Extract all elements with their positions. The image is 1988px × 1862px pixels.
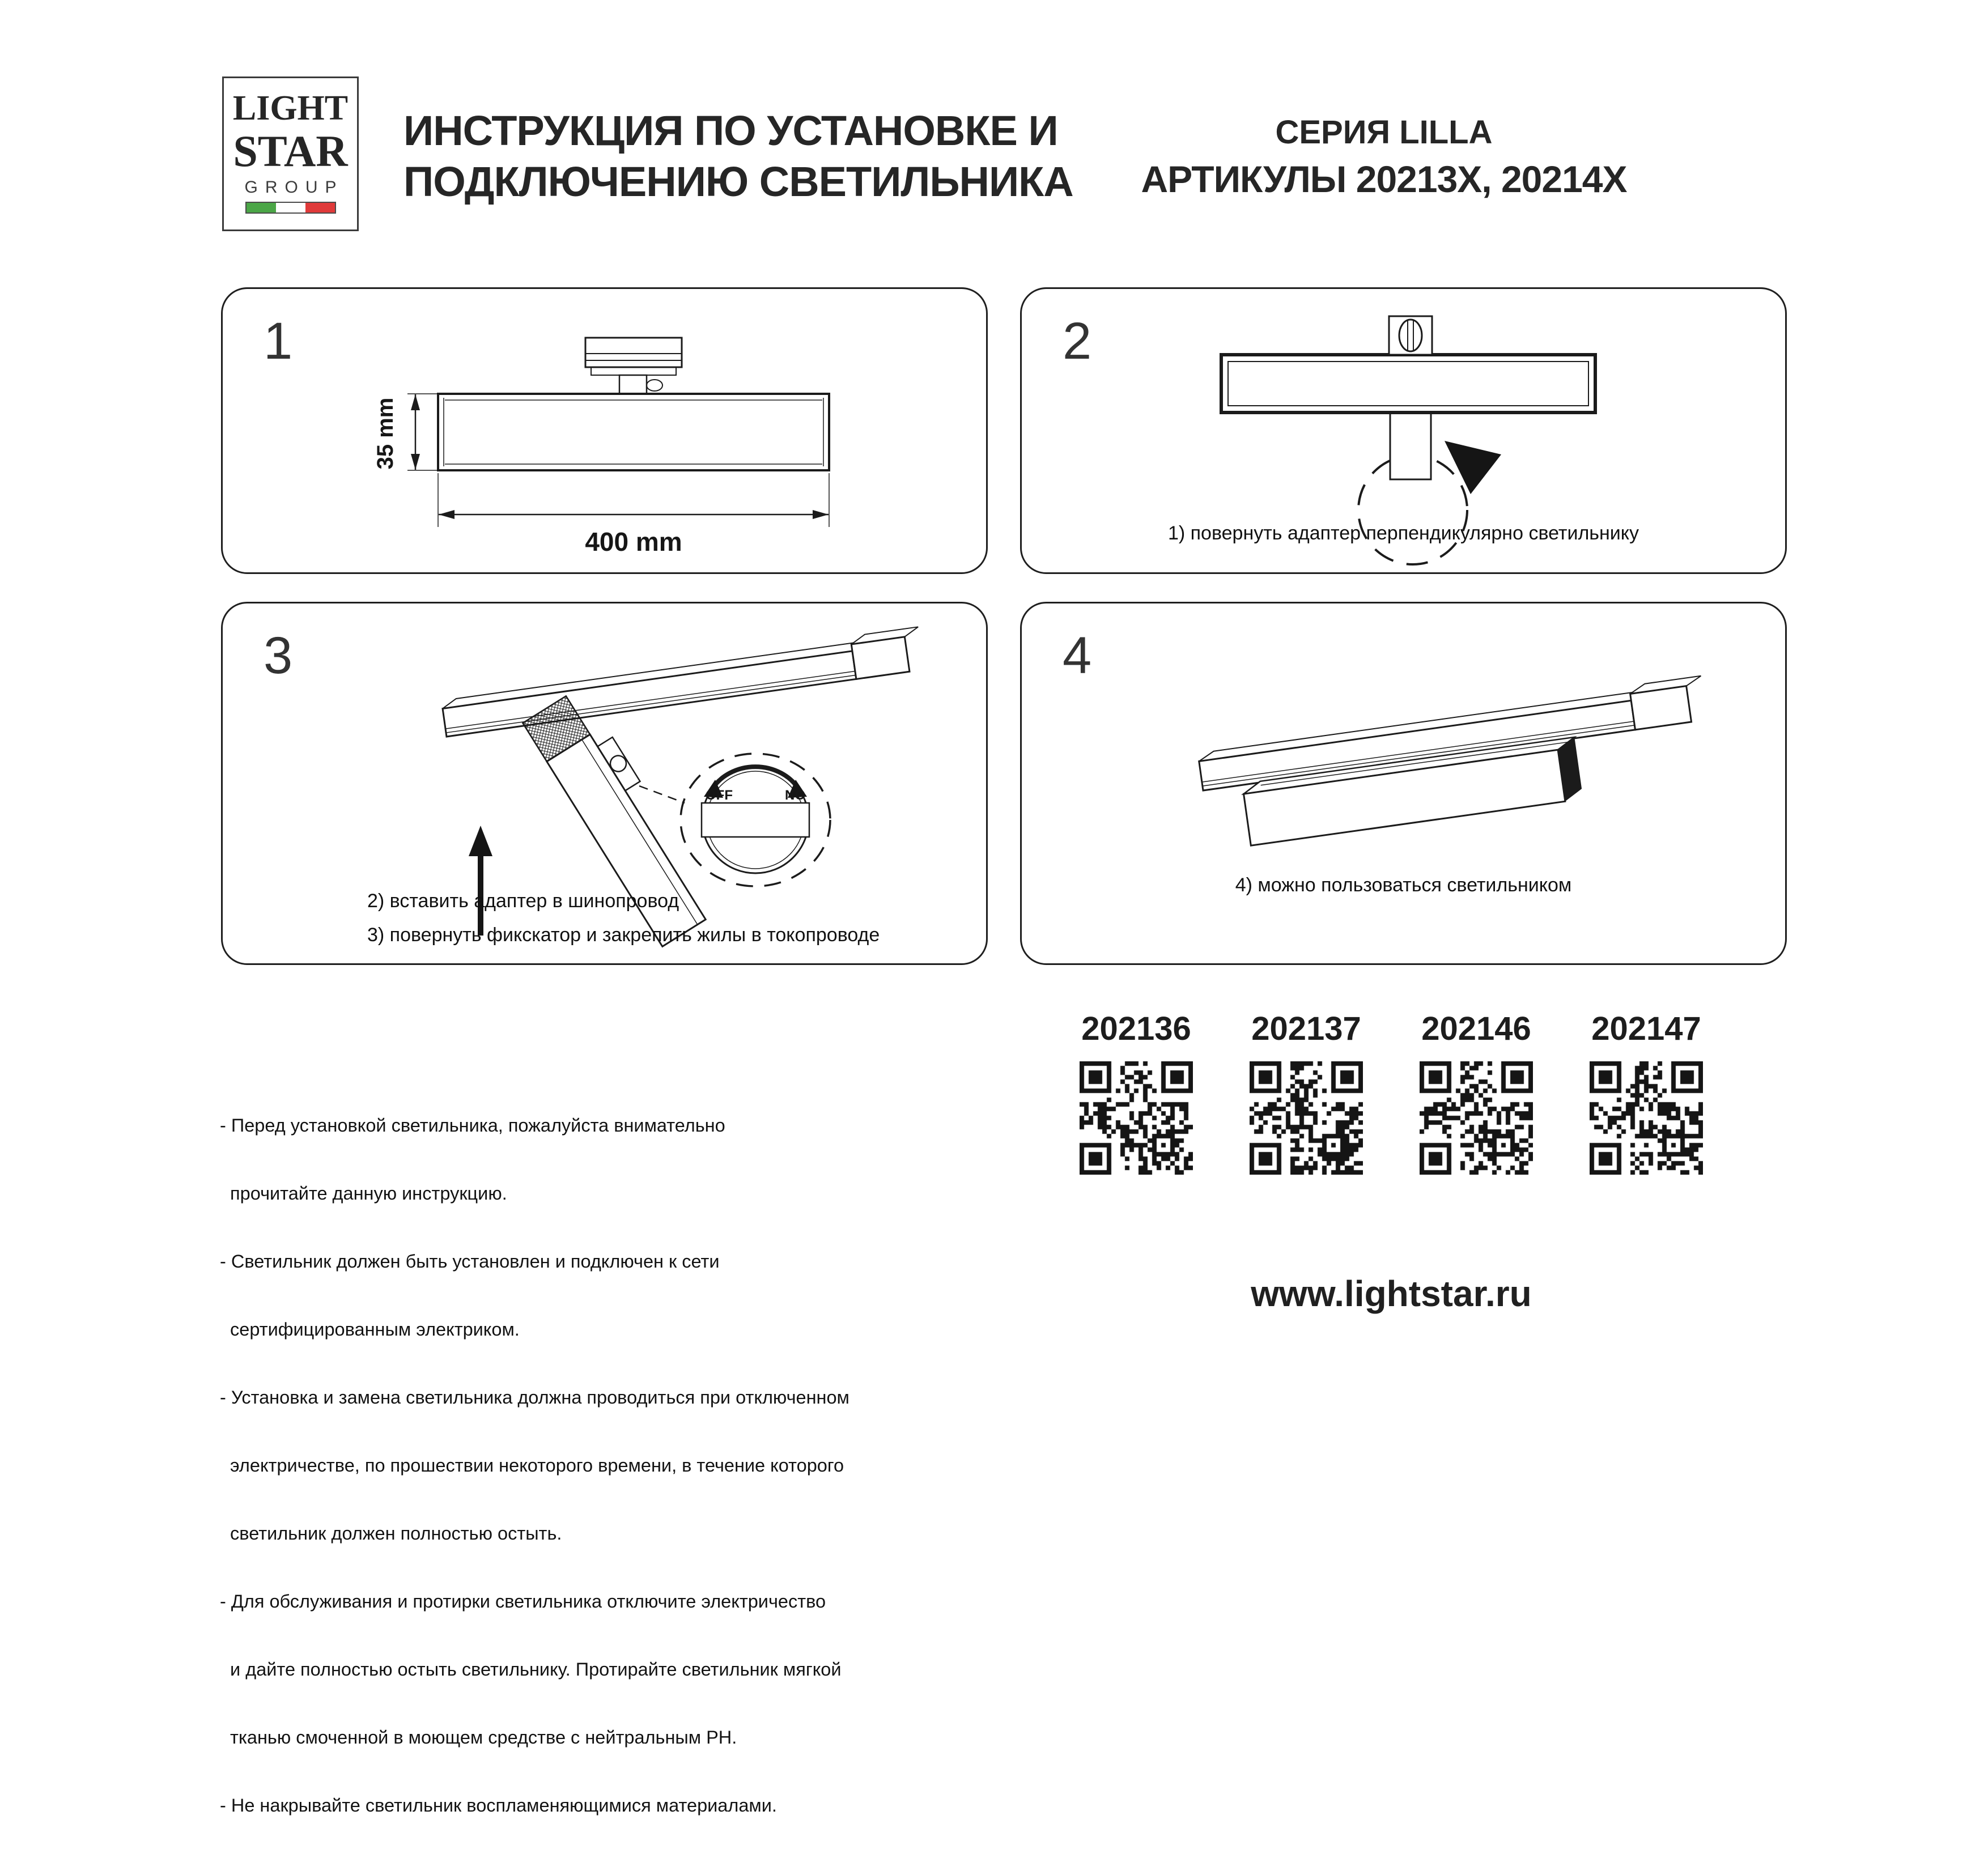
qr-code-202137 — [1250, 1061, 1363, 1175]
warning-line: - Установка и замена светильника должна проводиться при отключенном — [220, 1387, 849, 1408]
rotation-arrow — [1445, 441, 1501, 494]
width-dimension-label: 400 mm — [585, 527, 682, 556]
height-dimension — [407, 394, 437, 470]
fixture-body-drawing — [438, 394, 829, 470]
warning-line: светильник должен полностью остыть. — [220, 1523, 562, 1544]
step3-caption-line1: 2) вставить адаптер в шинопровод — [367, 890, 679, 912]
step-panel-2 — [1020, 287, 1787, 574]
step2-caption: 1) повернуть адаптер перпендикулярно светильнику — [1167, 522, 1639, 544]
logo-text-group: GROUP — [244, 178, 344, 197]
fixator-detail-circle — [681, 754, 830, 886]
height-dimension-label: 35 mm — [373, 397, 398, 470]
articles-list: АРТИКУЛЫ 20213X, 20214X — [1141, 158, 1627, 200]
flag-white-segment — [276, 203, 305, 212]
article-number: 202147 — [1591, 1010, 1701, 1047]
fixator-on-label: NO — [785, 788, 805, 803]
page-title-line1: ИНСТРУКЦИЯ ПО УСТАНОВКЕ И — [403, 107, 1058, 154]
mounted-fixture-drawing — [1022, 603, 1785, 963]
qr-item — [1575, 1010, 1717, 1177]
qr-item — [1235, 1010, 1377, 1177]
assembled-fixture-group — [1197, 676, 1715, 851]
qr-code-202147 — [1590, 1061, 1703, 1175]
warning-line: электричестве, по прошествии некоторого времени, в течение которого — [220, 1455, 844, 1476]
logo-text-light: LIGHT — [232, 89, 349, 127]
series-name: СЕРИЯ LILLA — [1275, 114, 1493, 151]
website-url: www.lightstar.ru — [1251, 1273, 1532, 1314]
safety-warnings-list — [220, 1069, 849, 1862]
warning-line: и дайте полностью остыть светильнику. Протирайте светильник мягкой — [220, 1659, 842, 1680]
warning-line: - Светильник должен быть установлен и подключен к сети — [220, 1251, 720, 1272]
step3-caption-line2: 3) повернуть фикскатор и закрепить жилы в токопроводе — [367, 924, 880, 946]
page-title-line2: ПОДКЛЮЧЕНИЮ СВЕТИЛЬНИКА — [403, 158, 1073, 205]
track-drawing — [440, 627, 924, 737]
step-panel-3 — [221, 602, 988, 965]
article-qr-codes — [1065, 1010, 1717, 1177]
step-number-4: 4 — [1063, 627, 1092, 685]
fixture-dimensions-drawing — [223, 289, 986, 572]
step-panel-1 — [221, 287, 988, 574]
qr-item — [1065, 1010, 1207, 1177]
warning-line: сертифицированным электриком. — [220, 1319, 520, 1340]
track-adapter-drawing — [585, 338, 682, 394]
article-number: 202146 — [1421, 1010, 1531, 1047]
step-number-3: 3 — [264, 627, 293, 685]
article-number: 202137 — [1251, 1010, 1361, 1047]
warning-line: - Не накрывайте светильник воспламеняющимися материалами. — [220, 1795, 777, 1816]
step-number-2: 2 — [1063, 312, 1092, 370]
step-panel-4 — [1020, 602, 1787, 965]
detail-leader-line — [639, 786, 685, 803]
qr-code-202146 — [1420, 1061, 1533, 1175]
page-title — [403, 105, 1073, 207]
fixator-off-label: OFF — [706, 788, 733, 803]
qr-item — [1405, 1010, 1547, 1177]
logo-text-star: STAR — [233, 126, 348, 176]
step4-caption: 4) можно пользоваться светильником — [1235, 874, 1572, 896]
lightstar-logo — [222, 76, 359, 231]
article-number: 202136 — [1081, 1010, 1191, 1047]
step-number-1: 1 — [264, 312, 293, 370]
warning-line: - Для обслуживания и протирки светильника отключите электричество — [220, 1591, 826, 1612]
italian-flag-stripe — [245, 202, 336, 214]
qr-code-202136 — [1080, 1061, 1193, 1175]
insert-direction-arrow — [469, 826, 492, 936]
warning-line: прочитайте данную инструкцию. — [220, 1183, 507, 1204]
width-dimension — [438, 473, 829, 527]
flag-red-segment — [305, 203, 335, 212]
warning-line: тканью смоченной в моющем средстве с нейтральным PH. — [220, 1727, 737, 1748]
warning-line: - Перед установкой светильника, пожалуйста внимательно — [220, 1115, 725, 1136]
flag-green-segment — [247, 203, 276, 212]
